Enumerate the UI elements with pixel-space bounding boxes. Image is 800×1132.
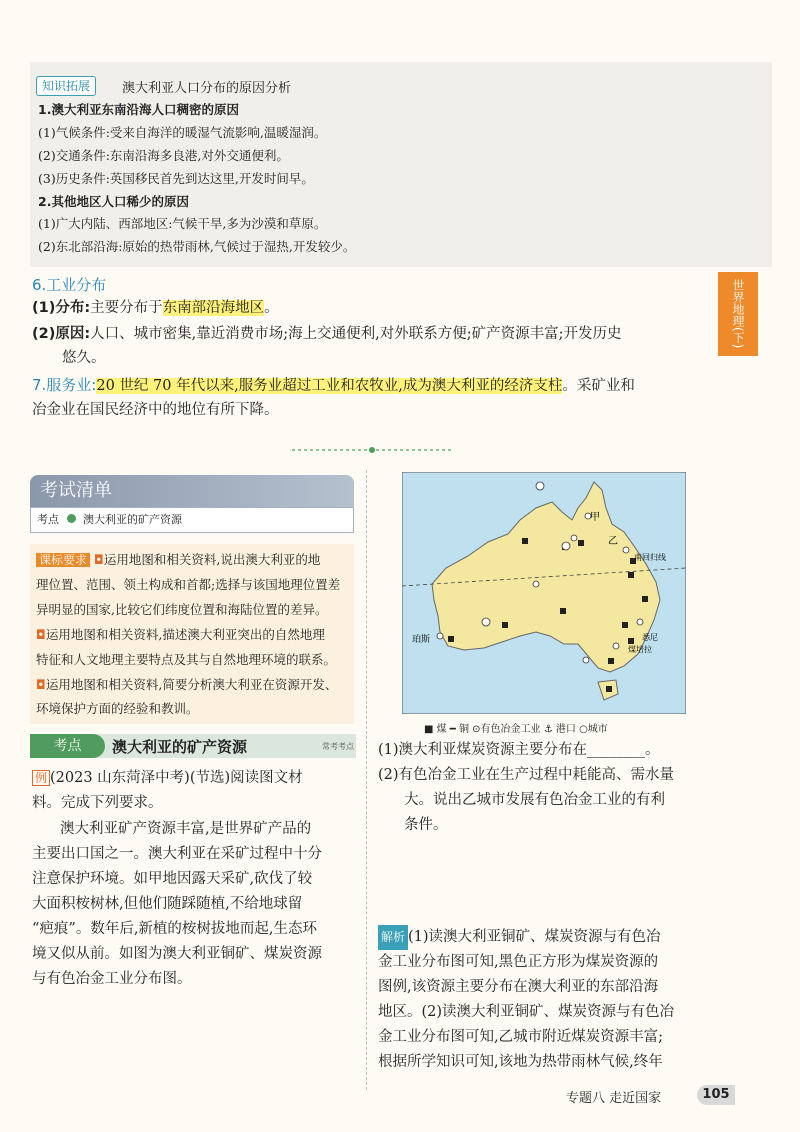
analysis-line: 图例,该资源主要分布在澳大利亚的东部沿海 (378, 979, 659, 995)
bullet-icon: ◘ (36, 627, 46, 642)
example-line: 与有色冶金工业分布图。 (32, 971, 192, 987)
analysis-line: 地区。(2)读澳大利亚铜矿、煤炭资源与有色冶 (378, 1004, 675, 1020)
knowledge-line: (2)交通条件:东南沿海多良港,对外交通便利。 (38, 148, 289, 163)
knowledge-title: 澳大利亚人口分布的原因分析 (122, 81, 292, 96)
svg-text:南回归线: 南回归线 (634, 553, 666, 562)
knowledge-line: (1)广大内陆、西部地区:气候干旱,多为沙漠和草原。 (38, 216, 327, 231)
service-line: 7.服务业:20 世纪 70 年代以来,服务业超过工业和农牧业,成为澳大利亚的经济支柱。采矿业和 (32, 376, 635, 394)
knowledge-tag: 知识拓展 (36, 76, 96, 96)
knowledge-line: (2)东北部沿海:原始的热带雨林,气候过于湿热,开发较少。 (38, 239, 356, 254)
example-line: 例 (2023 山东菏泽中考)(节选)阅读图文材 (32, 766, 303, 791)
exam-point-title: 澳大利亚的矿产资源 (112, 738, 248, 756)
curriculum-line: 理位置、范围、领土构成和首都;选择与该国地理位置差 (36, 577, 341, 592)
curriculum-line: 环境保护方面的经验和教训。 (36, 701, 199, 716)
curriculum-line: ◘运用地图和相关资料,简要分析澳大利亚在资源开发、 (36, 677, 338, 692)
curriculum-line: 特征和人文地理主要特点及其与自然地理环境的联系。 (36, 652, 337, 667)
bullet-icon: ◘ (94, 552, 104, 567)
example-line: 大面积桉树林,但他们随踩随植,不给地球留 (32, 896, 303, 912)
footer-title: 专题八 走近国家 (566, 1091, 662, 1106)
curriculum-line: ◘运用地图和相关资料,描述澳大利亚突出的自然地理 (36, 627, 325, 642)
map-legend: ■ 煤 ━ 铜 ⊙有色冶金工业 ⚓ 港口 ○城市 (424, 724, 608, 735)
knowledge-line: (1)气候条件:受来自海洋的暖湿气流影响,温暖湿润。 (38, 125, 327, 140)
example-line: 料。完成下列要求。 (32, 795, 163, 811)
knowledge-heading-2: 2.其他地区人口稀少的原因 (38, 194, 189, 209)
example-line: “疤痕”。数年后,新植的桉树拔地而起,生态环 (32, 921, 318, 937)
example-line: 境又似从前。如图为澳大利亚铜矿、煤炭资源 (32, 946, 322, 962)
analysis-line: 根据所学知识可知,该地为热带雨林气候,终年 (378, 1054, 663, 1070)
curriculum-line: 异明显的国家,比较它们纬度位置和海陆位置的差异。 (36, 602, 328, 617)
industry-heading: 6.工业分布 (32, 276, 107, 294)
analysis-line: 金工业分布图可知,乙城市附近煤炭资源丰富; (378, 1029, 663, 1045)
analysis-line: 解析 (1)读澳大利亚铜矿、煤炭资源与有色冶 (378, 925, 661, 950)
question-2-cont: 大。说出乙城市发展有色冶金工业的有利 (404, 792, 665, 808)
side-tab: 世界地理(下) (718, 272, 758, 356)
svg-text:煤培拉: 煤培拉 (628, 645, 652, 654)
knowledge-line: (3)历史条件:英国移民首先到达这里,开发时间早。 (38, 171, 314, 186)
knowledge-heading-1: 1.澳大利亚东南沿海人口稠密的原因 (38, 102, 239, 117)
curriculum-line: 课标要求 ◘运用地图和相关资料,说出澳大利亚的地 (36, 548, 320, 573)
svg-text:悉尼: 悉尼 (642, 633, 658, 642)
question-2: (2)有色冶金工业在生产过程中耗能高、需水量 (378, 767, 675, 783)
analysis-line: 金工业分布图可知,黑色正方形为煤炭资源的 (378, 954, 659, 970)
example-line: 注意保护环境。如甲地因露天采矿,砍伐了较 (32, 871, 313, 887)
question-2-cont: 条件。 (404, 817, 448, 833)
industry-reason-cont: 悠久。 (62, 350, 106, 366)
industry-reason: (2)原因:人口、城市密集,靠近消费市场;海上交通便利,对外联系方便;矿产资源丰富;开发历史 (32, 326, 622, 342)
column-divider (366, 470, 367, 1090)
svg-text:甲: 甲 (590, 512, 600, 523)
svg-text:珀斯: 珀斯 (412, 635, 431, 645)
bullet-icon: ◘ (36, 677, 46, 692)
page-number: 105 (697, 1085, 735, 1105)
exam-list-header: 考试清单 (30, 475, 354, 507)
industry-distribution: (1)分布:主要分布于东南部沿海地区。 (32, 300, 279, 316)
exam-point: 考点 澳大利亚的矿产资源 (30, 507, 354, 533)
exam-point-tag: 考点 (30, 734, 105, 758)
service-line-cont: 冶金业在国民经济中的地位有所下降。 (32, 402, 279, 418)
dot-separator (292, 446, 452, 454)
example-line: 主要出口国之一。澳大利亚在采矿过程中十分 (32, 846, 322, 862)
svg-text:乙: 乙 (608, 536, 618, 547)
bullet-icon (67, 514, 76, 523)
australia-map (402, 472, 686, 714)
question-1: (1)澳大利亚煤炭资源主要分布在________。 (378, 742, 660, 758)
example-line: 澳大利亚矿产资源丰富,是世界矿产品的 (60, 821, 312, 837)
exam-point-note: 常考考点 (322, 742, 354, 751)
